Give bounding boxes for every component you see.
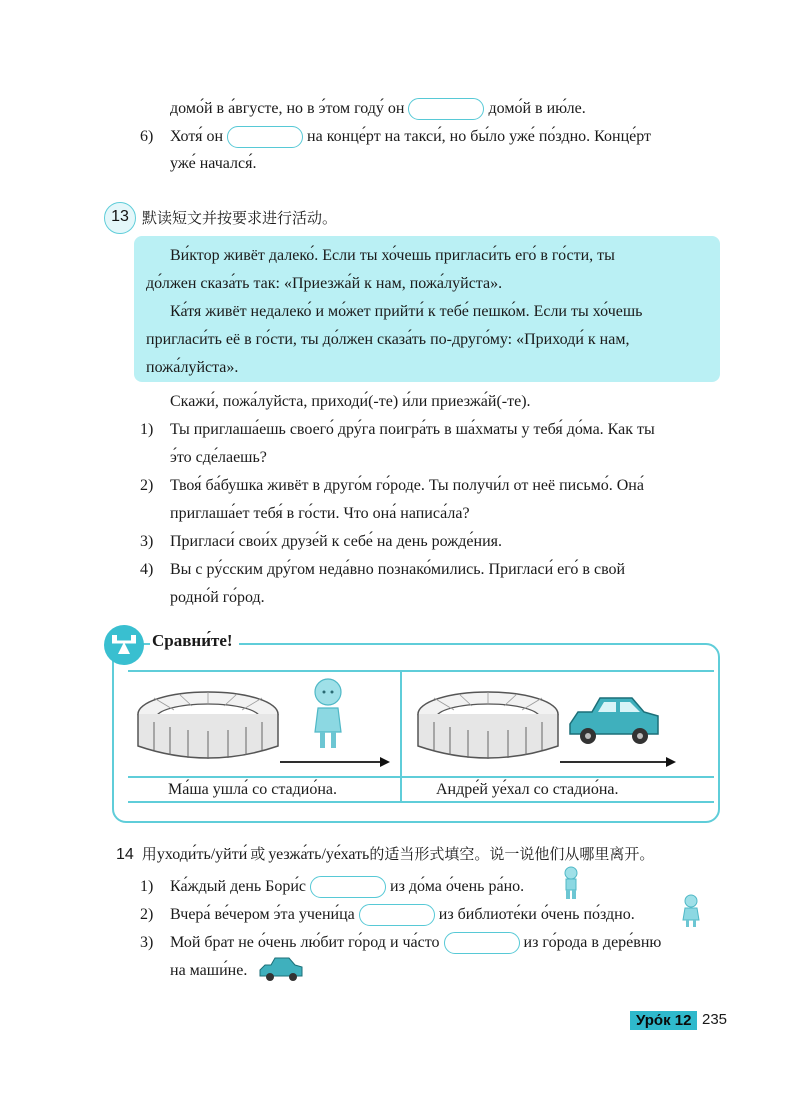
ex13-item-1: Ты приглаша́ешь своего́ дру́га поигра́ть в ша́хматы у тебя́ до́ма. Как ты (170, 421, 655, 438)
ex13-item-2-cont: приглаша́ет тебя́ в го́сти. Что она́ написа́ла? (170, 505, 470, 522)
small-car-icon (258, 956, 304, 982)
ex14-instr-pre: 用 (141, 845, 157, 863)
page-number: 235 (702, 1011, 728, 1028)
ex12-line-a-start: домо́й в а́вгусте, но в э́том году́ он (170, 100, 405, 117)
ex14-instr-post: 的适当形式填空。说一说他们从哪里离开。 (369, 845, 655, 863)
stadium-illustration-left (134, 688, 284, 768)
ex12-line-a (170, 98, 586, 120)
exercise-13-task: Скажи́, пожа́луйста, приходи́(-те) и́ли приезжа́й(-те). (170, 393, 531, 410)
compare-title: Сравни́те! (150, 631, 239, 651)
car-icon (564, 690, 664, 750)
ex13-item-4-cont: родно́й го́род. (170, 589, 265, 606)
compare-divider (400, 670, 402, 801)
ex12-item-6-cont: уже́ начался́. (170, 155, 257, 172)
walking-boy-icon (560, 866, 582, 900)
item-number: 3) (140, 533, 154, 550)
item-number: 6) (140, 128, 154, 145)
ex14-item-3 (140, 932, 661, 954)
reading-line-1: Ви́ктор живёт далеко́. Если ты хо́чешь пригласи́ть его́ в го́сти, ты (170, 247, 615, 264)
compare-caption-right: Андре́й уе́хал со стадио́на. (436, 781, 619, 798)
item-number: 1) (140, 878, 154, 895)
ex13-item-2: Твоя́ ба́бушка живёт в друго́м го́роде. Ты получи́л от неё письмо́. Она́ (170, 477, 644, 494)
exercise-13-instruction: 默读短文并按要求进行活动。 (142, 209, 338, 227)
answer-blank[interactable] (359, 904, 435, 926)
exercise-14-number: 14 (116, 846, 134, 863)
ex12-item-6 (140, 126, 651, 148)
reading-line-4: пригласи́ть её в го́сти, ты до́лжен сказа́ть по-друго́му: «Приходи́ к нам, (146, 331, 630, 348)
ex14-instr-verbs: уходи́ть/уйти́ (156, 846, 248, 863)
item-number: 1) (140, 421, 154, 438)
ex14-item-3-cont: на маши́не. (170, 962, 248, 979)
compare-top-rule (128, 670, 714, 672)
compare-bottom-rule (128, 776, 714, 778)
ex14-item3-end: из го́рода в дере́вню (523, 934, 662, 951)
ex13-item-3: Пригласи́ свои́х друзе́й к себе́ на день рожде́ния. (170, 533, 502, 550)
ex13-item-1-cont: э́то сде́лаешь? (170, 449, 267, 466)
ex13-item-4: Вы с ру́сским дру́гом неда́вно познако́мились. Пригласи́ его́ в свой (170, 561, 626, 578)
ex14-item-2 (140, 904, 635, 926)
answer-blank[interactable] (310, 876, 386, 898)
ex14-item-1 (140, 876, 524, 898)
ex14-item2-start: Вчера́ ве́чером э́та учени́ца (170, 906, 355, 923)
exercise-14-heading (116, 843, 654, 866)
item-number: 4) (140, 561, 154, 578)
ex14-instr-or: 或 (250, 845, 266, 863)
answer-blank[interactable] (408, 98, 484, 120)
ex14-item2-end: из библиоте́ки о́чень по́здно. (438, 906, 635, 923)
ex12-line-a-end: домо́й в ию́ле. (488, 100, 586, 117)
reading-line-5: пожа́луйста». (146, 359, 239, 376)
answer-blank[interactable] (227, 126, 303, 148)
walking-girl-icon (680, 894, 702, 928)
compare-caption-rule (128, 801, 714, 803)
stadium-illustration-right (414, 688, 564, 768)
arrow-icon (560, 756, 676, 768)
compare-caption-left: Ма́ша ушла́ со стадио́на. (168, 781, 338, 798)
lesson-label: Уро́к 12 (630, 1011, 697, 1030)
item-number: 2) (140, 906, 154, 923)
ex14-item1-end: из до́ма о́чень ра́но. (390, 878, 525, 895)
reading-line-2: до́лжен сказа́ть так: «Приезжа́й к нам, пожа́луйста». (146, 275, 503, 292)
ex14-item1-start: Ка́ждый день Бори́с (170, 878, 307, 895)
item-number: 3) (140, 934, 154, 951)
exercise-13-badge: 13 (104, 202, 136, 234)
ex14-instr-verbs2: уезжа́ть/уе́хать (268, 846, 370, 863)
answer-blank[interactable] (444, 932, 520, 954)
reading-line-3: Ка́тя живёт недалеко́ и мо́жет прийти́ к тебе́ пешко́м. Если ты хо́чешь (170, 303, 643, 320)
ex12-item6-start: Хотя́ он (170, 128, 224, 145)
ex14-item3-start: Мой брат не о́чень лю́бит го́род и ча́сто (170, 934, 440, 951)
arrow-icon (280, 756, 390, 768)
seesaw-icon (104, 625, 144, 665)
girl-figure-icon (305, 676, 351, 752)
ex12-item6-end: на конце́рт на такси́, но бы́ло уже́ по́здно. Конце́рт (307, 128, 652, 145)
item-number: 2) (140, 477, 154, 494)
